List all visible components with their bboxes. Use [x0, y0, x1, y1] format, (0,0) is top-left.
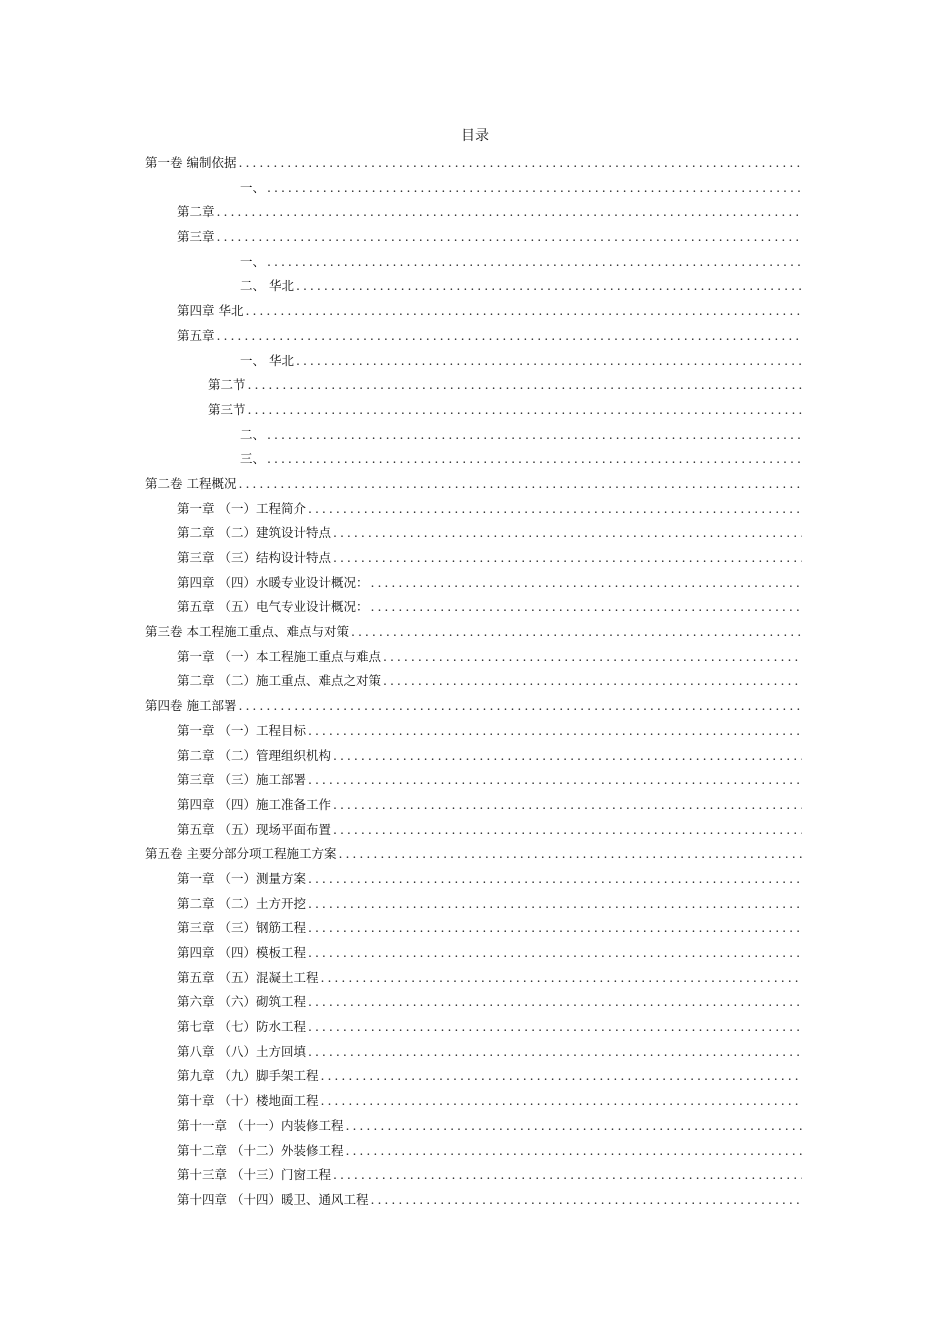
- dot-leader: [308, 892, 802, 917]
- dot-leader: [238, 694, 802, 719]
- toc-entry[interactable]: [0, 892, 950, 917]
- toc-entry-label: 三、: [240, 451, 266, 467]
- toc-entry[interactable]: [0, 645, 950, 670]
- toc-entry-label: 第五章: [177, 327, 215, 343]
- toc-entry-label: 第二卷 工程概况: [145, 475, 237, 491]
- toc-entry[interactable]: [0, 200, 950, 225]
- toc-entry-label: 第七章 （七）防水工程: [177, 1019, 306, 1035]
- toc-entry-label: 第十四章 （十四）暖卫、通风工程: [177, 1191, 369, 1207]
- toc-entry[interactable]: [0, 620, 950, 645]
- dot-leader: [308, 1040, 802, 1065]
- toc-entry[interactable]: [0, 398, 950, 423]
- toc-entry[interactable]: [0, 793, 950, 818]
- toc-entry[interactable]: [0, 1163, 950, 1188]
- toc-entry-label: 第五卷 主要分部分项工程施工方案: [145, 846, 337, 862]
- dot-leader: [308, 916, 802, 941]
- toc-entry[interactable]: [0, 669, 950, 694]
- toc-entry-label: 第一卷 编制依据: [145, 155, 237, 170]
- dot-leader: [267, 250, 802, 275]
- toc-entry-label: 第四章 （四）施工准备工作: [177, 796, 331, 812]
- dot-leader: [248, 398, 802, 423]
- toc-entry[interactable]: [0, 1114, 950, 1139]
- dot-leader: [333, 793, 802, 818]
- toc-entry-label: 第二章 （二）施工重点、难点之对策: [177, 673, 381, 689]
- toc-entry[interactable]: [0, 299, 950, 324]
- dot-leader: [345, 1114, 802, 1139]
- dot-leader: [383, 645, 802, 670]
- toc-entry[interactable]: [0, 842, 950, 867]
- toc-entry-label: 第一章 （一）工程目标: [177, 722, 306, 738]
- toc-entry-label: 一、: [240, 253, 266, 269]
- toc-entry[interactable]: [0, 274, 950, 299]
- toc-entry-label: 第五章 （五）电气专业设计概况：: [177, 599, 369, 615]
- toc-entry[interactable]: [0, 1064, 950, 1089]
- toc-entry-label: 第五章 （五）现场平面布置: [177, 821, 331, 837]
- toc-entry-label: 第三章 （三）结构设计特点: [177, 550, 331, 565]
- dot-leader: [383, 669, 802, 694]
- toc-entry-label: 第三节: [208, 401, 246, 417]
- toc-entry[interactable]: [0, 571, 950, 596]
- dot-leader: [217, 324, 802, 349]
- dot-leader: [308, 867, 802, 892]
- toc-entry[interactable]: [0, 521, 950, 546]
- dot-leader: [333, 818, 802, 843]
- dot-leader: [308, 719, 802, 744]
- toc-entry-label: 第十章 （十）楼地面工程: [177, 1093, 319, 1109]
- dot-leader: [308, 941, 802, 966]
- dot-leader: [217, 225, 802, 250]
- toc-entry[interactable]: [0, 1089, 950, 1114]
- toc-entry[interactable]: [0, 744, 950, 769]
- toc-entry[interactable]: [0, 916, 950, 941]
- toc-entry[interactable]: [0, 349, 950, 374]
- toc-entry-label: 第十三章 （十三）门窗工程: [177, 1167, 331, 1183]
- toc-entry[interactable]: [0, 867, 950, 892]
- toc-entry-label: 一、: [240, 179, 266, 195]
- toc-entry[interactable]: [0, 595, 950, 620]
- dot-leader: [345, 1139, 802, 1164]
- toc-entry-label: 第九章 （九）脚手架工程: [177, 1068, 319, 1084]
- toc-entry[interactable]: [0, 176, 950, 201]
- toc-entry-label: 第四章 （四）水暖专业设计概况：: [177, 574, 369, 590]
- toc-entry-label: 第三卷 本工程施工重点、难点与对策: [145, 624, 349, 640]
- toc-entry[interactable]: [0, 768, 950, 793]
- dot-leader: [308, 768, 802, 793]
- toc-entry-label: 第二章 （二）管理组织机构: [177, 747, 331, 763]
- toc-entry-label: 第二章 （二）土方开挖: [177, 895, 306, 911]
- toc-entry[interactable]: [0, 990, 950, 1015]
- dot-leader: [320, 1064, 802, 1089]
- dot-leader: [245, 299, 802, 324]
- toc-entry[interactable]: [0, 497, 950, 522]
- toc-entry[interactable]: [0, 818, 950, 843]
- dot-leader: [267, 176, 802, 201]
- dot-leader: [308, 990, 802, 1015]
- toc-title: 目录: [461, 128, 489, 144]
- dot-leader: [320, 966, 802, 991]
- dot-leader: [217, 200, 802, 225]
- toc-entry-label: 第五章 （五）混凝土工程: [177, 969, 319, 985]
- toc-entry-label: 第四章 （四）模板工程: [177, 945, 306, 960]
- dot-leader: [338, 842, 802, 867]
- toc-entry-label: 第二节: [208, 377, 246, 393]
- dot-leader: [238, 151, 802, 176]
- toc-entry[interactable]: [0, 546, 950, 571]
- toc-entry[interactable]: [0, 373, 950, 398]
- dot-leader: [238, 472, 802, 497]
- dot-leader: [267, 423, 802, 448]
- toc-entry[interactable]: [0, 1015, 950, 1040]
- toc-entry-label: 第三章 （三）施工部署: [177, 772, 306, 788]
- dot-leader: [296, 349, 802, 374]
- toc-entry-label: 第二章: [177, 204, 215, 220]
- toc-entry[interactable]: [0, 225, 950, 250]
- toc-entry-label: 二、 华北: [240, 278, 294, 294]
- toc-entry-label: 第一章 （一）本工程施工重点与难点: [177, 648, 381, 664]
- toc-entry[interactable]: [0, 324, 950, 349]
- toc-entry-label: 第十一章 （十一）内装修工程: [177, 1117, 344, 1133]
- dot-leader: [333, 744, 802, 769]
- toc-entry-label: 第一章 （一）测量方案: [177, 870, 306, 886]
- toc-entry-label: 第一章 （一）工程简介: [177, 500, 306, 516]
- dot-leader: [370, 1188, 802, 1213]
- toc-entry[interactable]: [0, 250, 950, 275]
- toc-entry[interactable]: [0, 719, 950, 744]
- dot-leader: [333, 1163, 802, 1188]
- toc-entry[interactable]: [0, 966, 950, 991]
- dot-leader: [370, 595, 802, 620]
- toc-entry-label: 第四卷 施工部署: [145, 698, 237, 714]
- toc-entry-label: 第二章 （二）建筑设计特点: [177, 525, 331, 541]
- toc-entry[interactable]: [0, 472, 950, 497]
- table-of-contents: [0, 151, 950, 1213]
- dot-leader: [333, 521, 802, 546]
- toc-entry-label: 一、 华北: [240, 352, 294, 368]
- toc-entry-label: 第三章: [177, 229, 215, 245]
- toc-entry-label: 二、: [240, 426, 266, 442]
- toc-entry-label: 第六章 （六）砌筑工程: [177, 994, 306, 1010]
- dot-leader: [308, 497, 802, 522]
- toc-entry-label: 第八章 （八）土方回填: [177, 1043, 306, 1059]
- dot-leader: [296, 274, 802, 299]
- dot-leader: [370, 571, 802, 596]
- toc-entry[interactable]: [0, 1188, 950, 1213]
- toc-entry[interactable]: [0, 447, 950, 472]
- dot-leader: [267, 447, 802, 472]
- dot-leader: [308, 1015, 802, 1040]
- dot-leader: [248, 373, 802, 398]
- toc-entry-label: 第十二章 （十二）外装修工程: [177, 1142, 344, 1158]
- toc-entry[interactable]: [0, 423, 950, 448]
- toc-entry[interactable]: [0, 941, 950, 966]
- toc-entry-label: 第三章 （三）钢筋工程: [177, 920, 306, 936]
- dot-leader: [351, 620, 802, 645]
- toc-entry[interactable]: [0, 694, 950, 719]
- toc-entry[interactable]: [0, 1139, 950, 1164]
- dot-leader: [333, 546, 802, 571]
- toc-entry[interactable]: [0, 1040, 950, 1065]
- toc-entry[interactable]: [0, 151, 950, 176]
- toc-entry-label: 第四章 华北: [177, 303, 244, 319]
- dot-leader: [320, 1089, 802, 1114]
